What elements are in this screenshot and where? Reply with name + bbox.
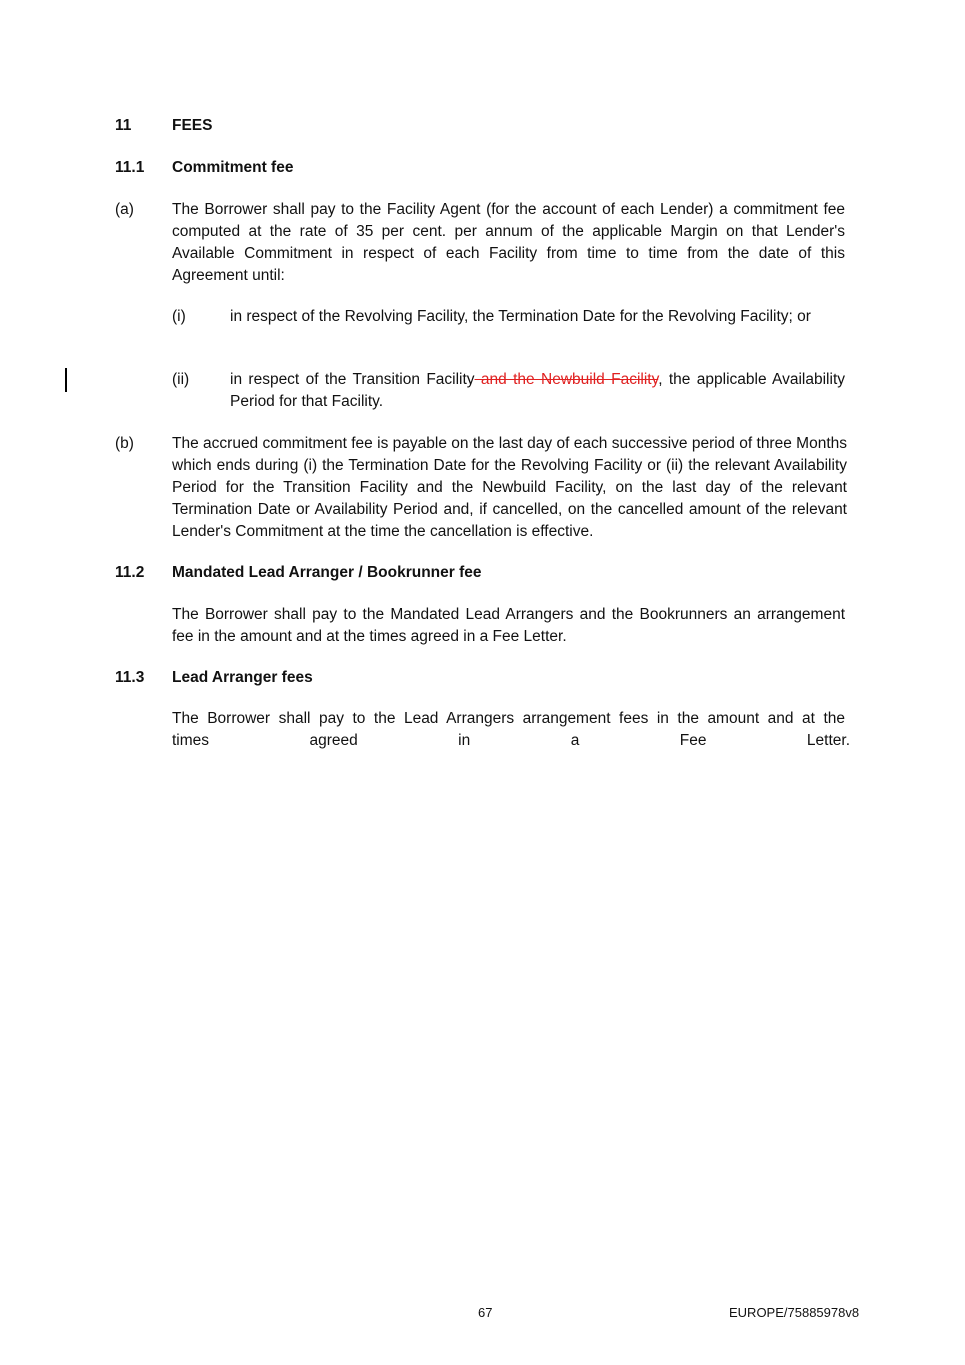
clause-11-3-title: Lead Arranger fees xyxy=(172,669,313,686)
clause-11-3-text-line1: The Borrower shall pay to the Lead Arrangers arrangement fees in the amount and at the xyxy=(172,710,845,727)
clause-11-2-title: Mandated Lead Arranger / Bookrunner fee xyxy=(172,564,482,581)
subparagraph-ii-label: (ii) xyxy=(172,371,190,388)
subparagraph-ii-text-after: , the applicable Availability Period for that Facility. xyxy=(230,371,846,410)
subparagraph-ii-text-before: in respect of the Transition Facility xyxy=(230,371,475,388)
section-number: 11 xyxy=(115,117,132,134)
page-number: 67 xyxy=(478,1305,493,1320)
clause-11-2-text: The Borrower shall pay to the Mandated Lead Arrangers and the Bookrunners an arrangement fee in the amount and at the times agreed in a Fee Letter. xyxy=(172,606,845,645)
deleted-text: and the Newbuild Facility xyxy=(474,371,659,388)
subparagraph-i-text: in respect of the Revolving Facility, the Termination Date for the Revolving Facility; or xyxy=(230,308,811,325)
document-reference: EUROPE/75885978v8 xyxy=(729,1305,860,1320)
clause-11-1-number: 11.1 xyxy=(115,159,145,176)
paragraph-b-label: (b) xyxy=(115,435,134,452)
clause-11-3-number: 11.3 xyxy=(115,669,145,686)
revision-change-bar xyxy=(65,368,67,392)
paragraph-b-text: The accrued commitment fee is payable on the last day of each successive period of three Months which ends during (i) the Termination Date for the Revolving Facility or (ii) the relevant Availability Period for the Transition Facility and the Newbuild Facility, on the last day of the relevant Termination Date or Availability Period and, if cancelled, on the cancelled amount of the relevant Lender's Commitment at the time the cancellation is effective. xyxy=(172,435,847,540)
subparagraph-ii-text xyxy=(230,369,845,413)
clause-11-2-number: 11.2 xyxy=(115,564,145,581)
clause-11-3-text-line2: times agreed in a Fee Letter. xyxy=(172,732,850,749)
paragraph-a-text: The Borrower shall pay to the Facility Agent (for the account of each Lender) a commitment fee computed at the rate of 35 per cent. per annum of the applicable Margin on that Lender's Available Commitment in respect of each Facility from time to time from the date of this Agreement until: xyxy=(172,201,845,284)
paragraph-a-label: (a) xyxy=(115,201,134,218)
clause-11-1-title: Commitment fee xyxy=(172,159,294,176)
subparagraph-i-label: (i) xyxy=(172,308,186,325)
section-title: FEES xyxy=(172,117,213,134)
